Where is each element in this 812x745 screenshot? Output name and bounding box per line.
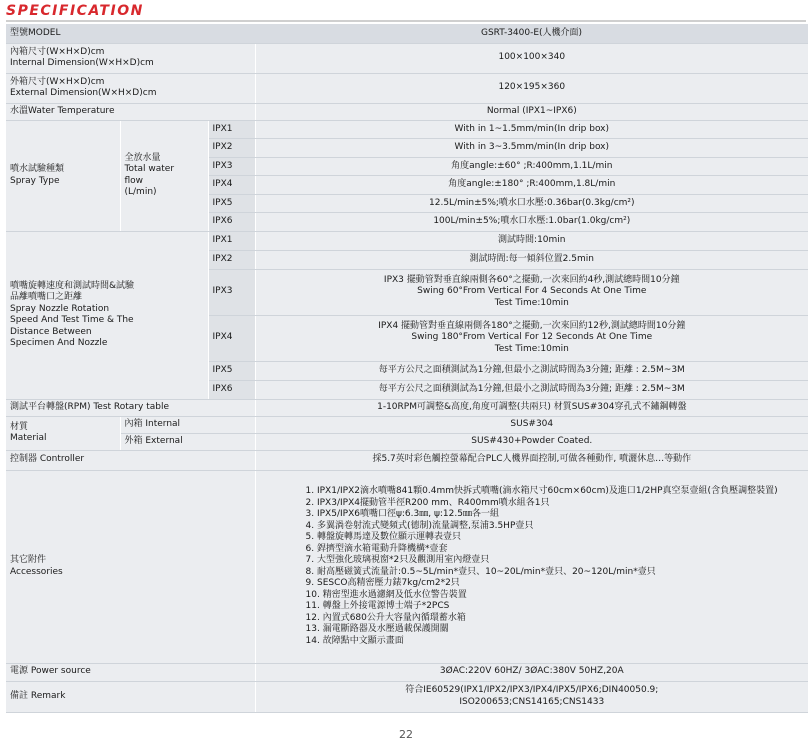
nozzle-label-line: Distance Between [10, 326, 92, 337]
outer-dimension-row [6, 73, 808, 103]
accessory-item: 5. 轉盤旋轉馬達及數位顯示運轉表壹只 [305, 532, 461, 542]
nozzle-level: IPX4 [208, 315, 255, 361]
material-external-row [6, 433, 808, 450]
nozzle-value: 測試時間:每一傾斜位置2.5min [255, 250, 808, 269]
controller-value: 採5.7英吋彩色觸控螢幕配合PLC人機界面控制,可做各種動作, 噴灑休息…等動作 [255, 450, 808, 470]
spray-row-ipx1 [6, 120, 808, 139]
inner-dimension-label-en: Internal Dimension(W×H×D)cm [10, 58, 154, 68]
nozzle-value-line: Test Time:10min [494, 297, 569, 308]
water-temperature-label: 水溫Water Temperature [6, 103, 255, 120]
remark-label: 備註 Remark [6, 681, 255, 712]
accessory-item: 1. IPX1/IPX2滴水噴嘴841顆0.4mm快拆式噴嘴(滴水箱尺寸60cm×60cm)及進口1/2HP真空泵壹組(含負壓調整裝置) [305, 486, 778, 496]
spray-type-label-cn: 噴水試驗種類 [10, 164, 65, 174]
water-temperature-row [6, 103, 808, 120]
water-flow-unit: (L/min) [124, 187, 157, 197]
page-heading: SPECIFICATION [6, 3, 144, 19]
spray-value: With in 3~3.5mm/min(In drip box) [255, 139, 808, 158]
power-source-value: 3ØAC:220V 60HZ/ 3ØAC:380V 50HZ,20A [255, 663, 808, 681]
material-internal-label: 內箱 Internal [120, 416, 255, 433]
water-flow-label-en-2: flow [124, 175, 144, 186]
nozzle-label-line: 噴嘴旋轉速度和測試時間&試驗 [10, 280, 135, 291]
nozzle-value-line: Swing 180°From Vertical For 12 Seconds At One Time [411, 332, 653, 343]
spray-level: IPX6 [208, 213, 255, 232]
accessory-item: 3. IPX5/IPX6噴嘴口徑ψ:6.3㎜, ψ:12.5㎜各一組 [305, 509, 499, 519]
material-external-label: 外箱 External [120, 433, 255, 450]
controller-row [6, 450, 808, 470]
accessory-item: 10. 精密型進水過濾網及低水位警告裝置 [305, 589, 467, 600]
inner-dimension-value: 100×100×340 [255, 43, 808, 73]
rotary-table-value: 1-10RPM可調整&高度,角度可調整(共兩只) 材質SUS#304穿孔式不鏽鋼轉盤 [255, 399, 808, 416]
material-external-value: SUS#430+Powder Coated. [255, 433, 808, 450]
controller-label: 控制器 Controller [6, 450, 255, 470]
spray-level: IPX5 [208, 194, 255, 213]
nozzle-label-line: 品離噴嘴口之距離 [10, 292, 83, 302]
outer-dimension-label-en: External Dimension(W×H×D)cm [10, 88, 157, 98]
accessory-item: 14. 故障點中文顯示畫面 [305, 635, 404, 646]
water-temperature-value: Normal (IPX1~IPX6) [255, 103, 808, 120]
spray-value: 角度angle:±60° ;R:400mm,1.1L/min [255, 157, 808, 176]
accessory-item: 2. IPX3/IPX4擺動管半徑R200 mm、R400mm噴水組各1只 [305, 497, 550, 508]
accessory-item: 6. 銲擠型滴水箱電動升降機構*壹套 [305, 543, 448, 554]
accessory-item: 12. 內置式680公升大容量內循環蓄水箱 [305, 612, 466, 623]
spray-value: 角度angle:±180° ;R:400mm,1.8L/min [255, 176, 808, 195]
spray-value: 12.5L/min±5%;噴水口水壓:0.36bar(0.3kg/cm²) [255, 194, 808, 213]
outer-dimension-value: 120×195×360 [255, 73, 808, 103]
nozzle-value: 測試時間:10min [255, 231, 808, 250]
spray-level: IPX4 [208, 176, 255, 195]
nozzle-label-line: Speed And Test Time & The [10, 315, 134, 325]
nozzle-level: IPX1 [208, 231, 255, 250]
accessory-item: 4. 多翼渦卷射流式變頻式(德制)流量調整,泵浦3.5HP壹只 [305, 520, 534, 531]
spray-level: IPX3 [208, 157, 255, 176]
inner-dimension-row [6, 43, 808, 73]
nozzle-value-line: Test Time:10min [494, 343, 569, 354]
water-flow-label-en-1: Total water [124, 164, 175, 174]
spray-value: With in 1~1.5mm/min(In drip box) [255, 120, 808, 139]
spray-value: 100L/min±5%;噴水口水壓:1.0bar(1.0kg/cm²) [255, 213, 808, 232]
accessories-label-en: Accessories [10, 566, 63, 577]
accessory-item: 7. 大型強化玻璃視窗*2只及觀測用室內燈壹只 [305, 555, 490, 565]
nozzle-value-line: IPX3 擺動管對垂直線兩側各60°之擺動,一次來回約4秒,測試總時間10分鐘 [383, 274, 680, 285]
model-value: GSRT-3400-E(人機介面) [255, 24, 808, 43]
rotary-table-label: 測試平台轉盤(RPM) Test Rotary table [6, 399, 255, 416]
accessory-item: 9. SESCO高精密壓力錶7kg/cm2*2只 [305, 578, 460, 588]
material-internal-value: SUS#304 [255, 416, 808, 433]
remark-line: ISO200653;CNS14165;CNS1433 [459, 696, 605, 707]
inner-dimension-label-cn: 內箱尺寸(W×H×D)cm [10, 46, 105, 57]
nozzle-value-line: IPX4 擺動管對垂直線兩側各180°之擺動,一次來回約12秒,測試總時間10分鐘 [378, 320, 686, 331]
power-source-row [6, 663, 808, 681]
remark-line: 符合IE60529(IPX1/IPX2/IPX3/IPX4/IPX5/IPX6;DIN40050.9; [405, 685, 659, 695]
spray-type-label-en: Spray Type [10, 175, 60, 186]
remark-row [6, 681, 808, 712]
spray-level: IPX2 [208, 139, 255, 158]
rotary-table-row [6, 399, 808, 416]
model-label: 型號MODEL [6, 24, 255, 43]
specification-table [6, 24, 808, 713]
nozzle-value: 每平方公尺之面積測試為1分鐘,但最小之測試時間為3分鐘; 距離 : 2.5M~3M [255, 380, 808, 399]
model-row [6, 24, 808, 43]
nozzle-row-ipx1 [6, 231, 808, 250]
nozzle-level: IPX5 [208, 361, 255, 380]
material-internal-row [6, 416, 808, 433]
accessory-item: 8. 耐高壓磁簧式流量計:0.5~5L/min*壹只、10~20L/min*壹只、20~120L/min*壹只 [305, 566, 656, 577]
material-label-en: Material [10, 433, 47, 443]
water-flow-label-cn: 全放水量 [124, 152, 161, 163]
nozzle-level: IPX3 [208, 269, 255, 315]
nozzle-value: 每平方公尺之面積測試為1分鐘,但最小之測試時間為3分鐘; 距離 : 2.5M~3M [255, 361, 808, 380]
nozzle-label-line: Specimen And Nozzle [10, 338, 108, 348]
accessories-row [6, 470, 808, 663]
material-label-cn: 材質 [10, 421, 29, 432]
nozzle-level: IPX6 [208, 380, 255, 399]
accessories-list [255, 470, 808, 663]
heading-rule [6, 20, 806, 22]
accessories-label-cn: 其它附件 [10, 555, 47, 565]
accessory-item: 11. 轉盤上外接電源博士端子*2PCS [305, 601, 450, 611]
page-number: 22 [399, 728, 413, 741]
accessory-item: 13. 漏電斷路器及水壓過載保護開關 [305, 624, 449, 634]
nozzle-label-line: Spray Nozzle Rotation [10, 303, 110, 314]
outer-dimension-label-cn: 外箱尺寸(W×H×D)cm [10, 76, 105, 87]
spray-level: IPX1 [208, 120, 255, 139]
nozzle-level: IPX2 [208, 250, 255, 269]
power-source-label: 電源 Power source [6, 663, 255, 681]
nozzle-value-line: Swing 60°From Vertical For 4 Seconds At One Time [417, 286, 647, 297]
